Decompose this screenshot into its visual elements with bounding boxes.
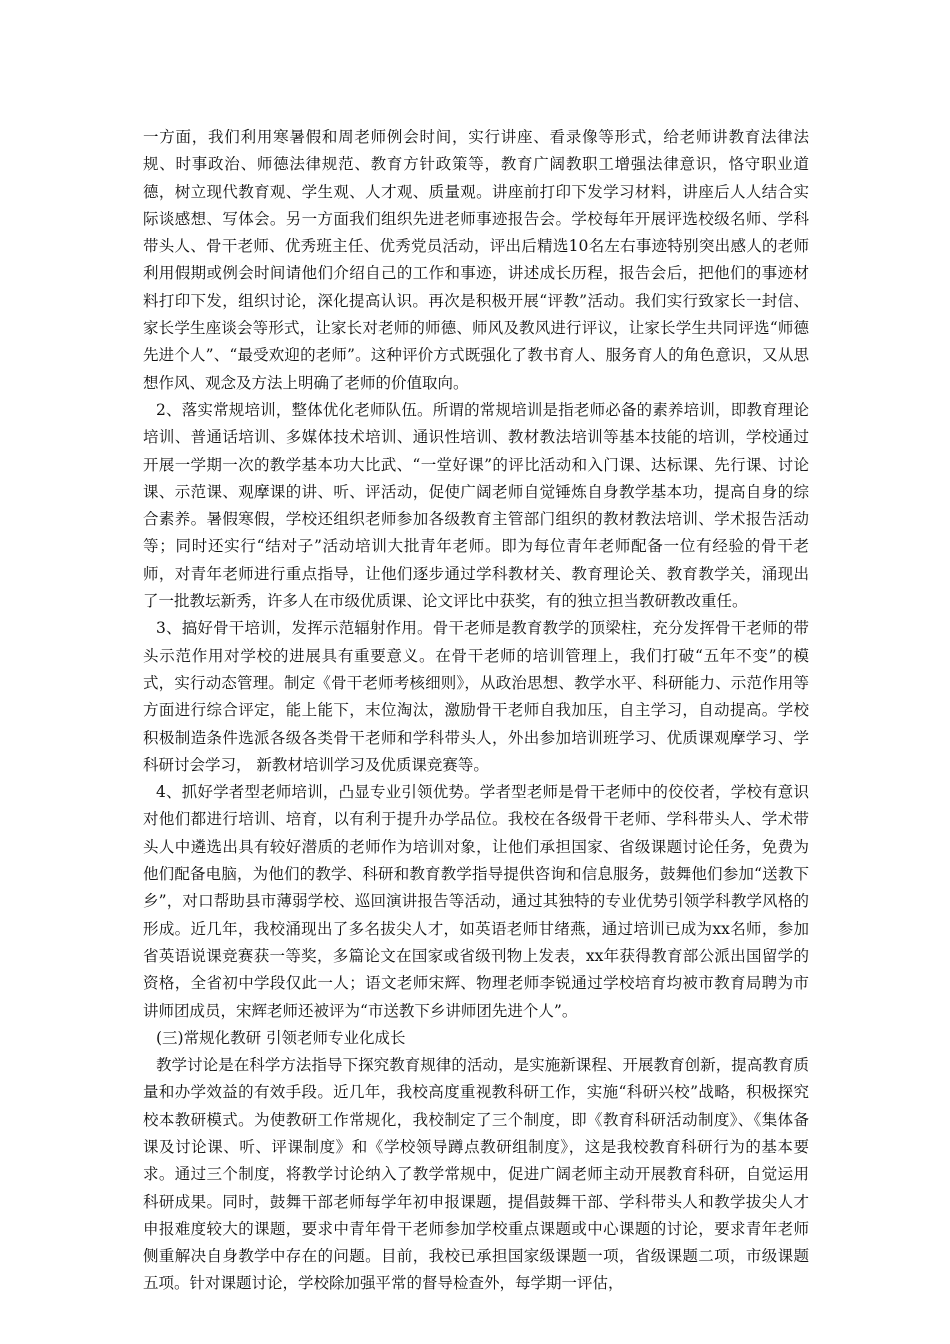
paragraph-4: 4、抓好学者型老师培训，凸显专业引领优势。学者型老师是骨干老师中的佼佼者，学校有意识对他们都进行培训、培育，以有利于提升办学品位。我校在各级骨干老师、学科带头人、学术带头人中遴选出具有较好潜质的老师作为培训对象，让他们承担国家、省级课题讨论任务，免费为他们配备电脑，为他们的教学、科研和教育教学指导提供咨询和信息服务，鼓舞他们参加“送教下乡”，对口帮助县市薄弱学校、巡回演讲报告等活动，通过其独特的专业优势引领学科教学风格的形成。近几年，我校涌现出了多名拔尖人才，如英语老师甘绪燕，通过培训已成为xx名师，参加省英语说课竞赛获一等奖，多篇论文在国家或省级刊物上发表，xx年获得教育部公派出国留学的资格，全省初中学段仅此一人；语文老师宋辉、物理老师李锐通过学校培育均被市教育局聘为市讲师团成员，宋辉老师还被评为“市送教下乡讲师团先进个人”。 bbox=[143, 783, 809, 1020]
document-body bbox=[143, 124, 809, 1298]
paragraph-3: 3、搞好骨干培训，发挥示范辐射作用。骨干老师是教育教学的顶梁柱，充分发挥骨干老师的带头示范作用对学校的进展具有重要意义。在骨干老师的培训管理上，我们打破“五年不变”的模式，实行动态管理。制定《骨干老师考核细则》，从政治思想、教学水平、科研能力、示范作用等方面进行综合评定，能上能下，末位淘汰，激励骨干老师自我加压，自主学习，自动提高。学校积极制造条件选派各级各类骨干老师和学科带头人，外出参加培训班学习、优质课观摩学习、学科研讨会学习， 新教材培训学习及优质课竞赛等。 bbox=[143, 619, 809, 774]
paragraph-5: 教学讨论是在科学方法指导下探究教育规律的活动，是实施新课程、开展教育创新，提高教育质量和办学效益的有效手段。近几年，我校高度重视教科研工作，实施“科研兴校”战略，积极探究校本教研模式。为使教研工作常规化，我校制定了三个制度，即《教育科研活动制度》、《集体备课及讨论课、听、评课制度》和《学校领导蹲点教研组制度》，这是我校教育科研行为的基本要求。通过三个制度，将教学讨论纳入了教学常规中，促进广阔老师主动开展教育科研，自觉运用科研成果。同时，鼓舞干部老师每学年初申报课题，提倡鼓舞干部、学科带头人和教学拔尖人才申报难度较大的课题，要求中青年骨干老师参加学校重点课题或中心课题的讨论，要求青年老师侧重解决自身教学中存在的问题。目前，我校已承担国家级课题一项，省级课题二项，市级课题五项。针对课题讨论，学校除加强平常的督导检查外，每学期一评估， bbox=[143, 1056, 809, 1293]
paragraph-1: 一方面，我们利用寒暑假和周老师例会时间，实行讲座、看录像等形式，给老师讲教育法律法规、时事政治、师德法律规范、教育方针政策等，教育广阔教职工增强法律意识，恪守职业道德，树立现代教育观、学生观、人才观、质量观。讲座前打印下发学习材料，讲座后人人结合实际谈感想、写体会。另一方面我们组织先进老师事迹报告会。学校每年开展评选校级名师、学科带头人、骨干老师、优秀班主任、优秀党员活动，评出后精选10名左右事迹特别突出感人的老师利用假期或例会时间请他们介绍自己的工作和事迹，讲述成长历程，报告会后，把他们的事迹材料打印下发，组织讨论，深化提高认识。再次是积极开展“评教”活动。我们实行致家长一封信、家长学生座谈会等形式，让家长对老师的师德、师风及教风进行评议，让家长学生共同评选“师德先进个人”、“最受欢迎的老师”。这种评价方式既强化了教书育人、服务育人的角色意识，又从思想作风、观念及方法上明确了老师的价值取向。 bbox=[143, 128, 809, 392]
section-heading: (三)常规化教研 引领老师专业化成长 bbox=[156, 1028, 406, 1047]
paragraph-2: 2、落实常规培训，整体优化老师队伍。所谓的常规培训是指老师必备的素养培训，即教育理论培训、普通话培训、多媒体技术培训、通识性培训、教材教法培训等基本技能的培训，学校通过开展一学期一次的教学基本功大比武、“一堂好课”的评比活动和入门课、达标课、先行课、讨论课、示范课、观摩课的讲、听、评活动，促使广阔老师自觉锤炼自身教学基本功，提高自身的综合素养。暑假寒假，学校还组织老师参加各级教育主管部门组织的教材教法培训、学术报告活动等；同时还实行“结对子”活动培训大批青年老师。即为每位青年老师配备一位有经验的骨干老师，对青年老师进行重点指导，让他们逐步通过学科教材关、教育理论关、教育教学关，涌现出了一批教坛新秀，许多人在市级优质课、论文评比中获奖，有的独立担当教研教改重任。 bbox=[143, 400, 809, 611]
